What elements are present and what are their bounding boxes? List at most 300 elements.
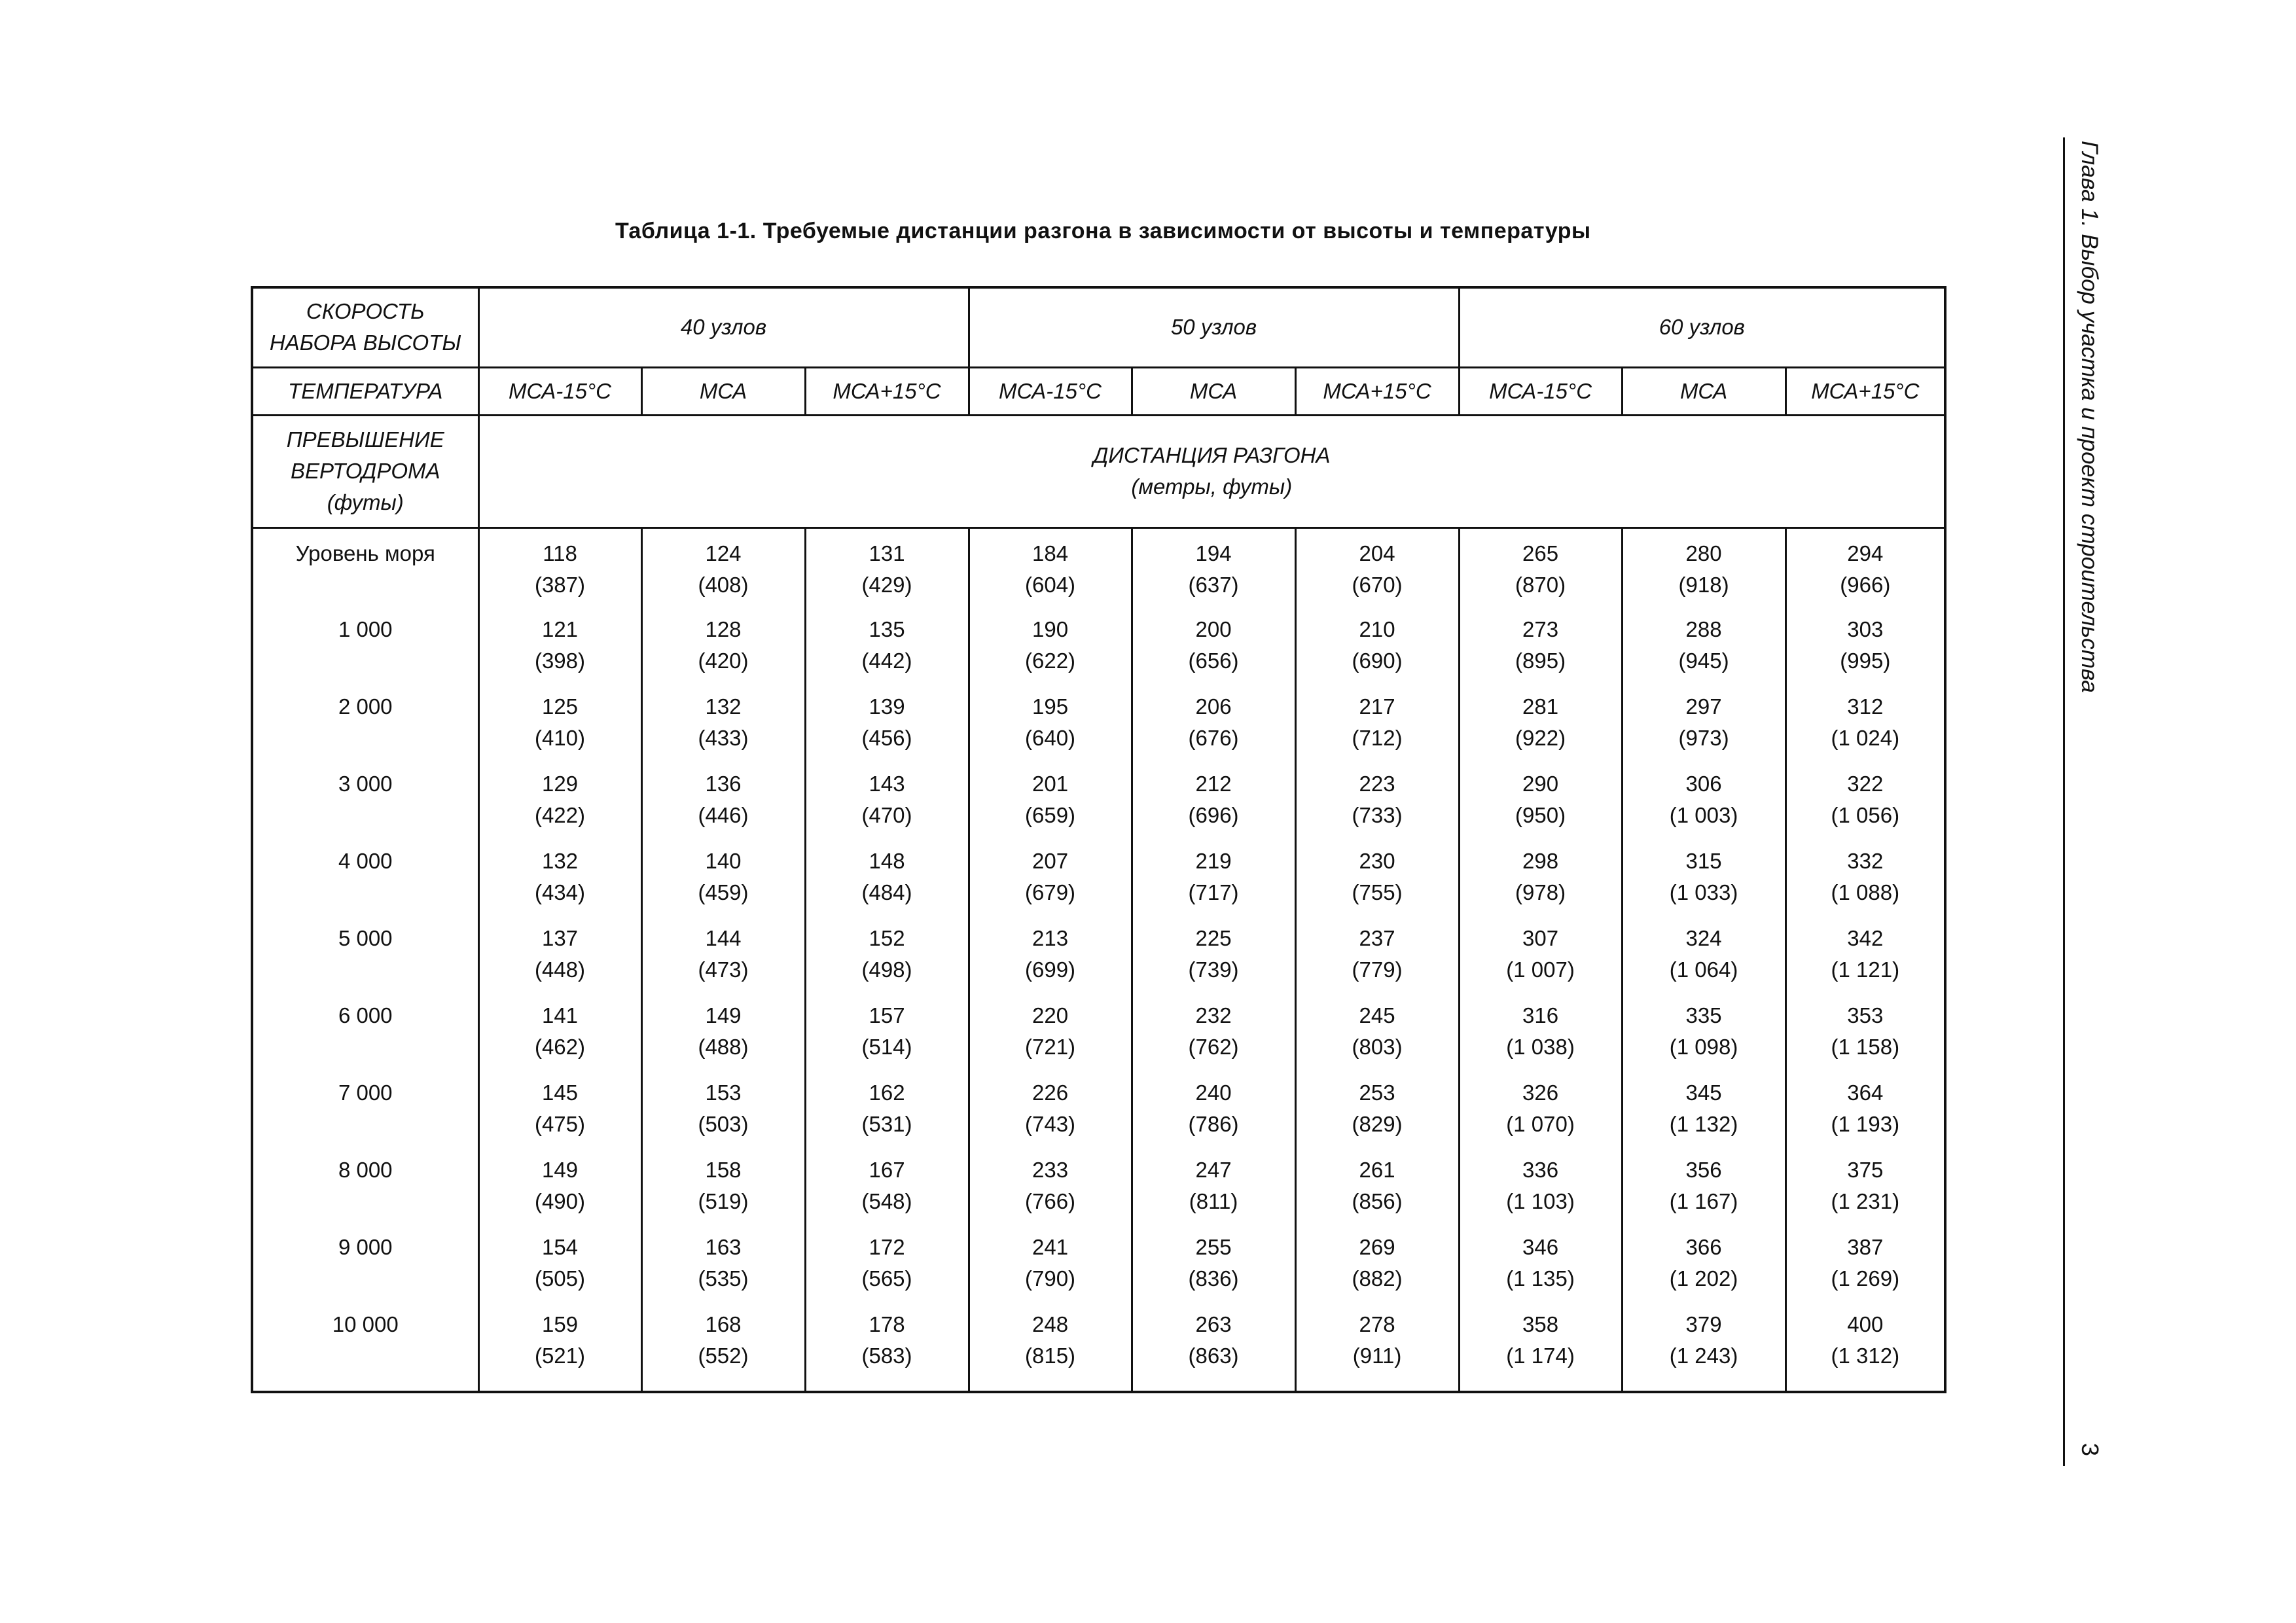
distance-feet: (656) (1188, 649, 1239, 673)
distance-cell (1132, 766, 1295, 843)
distance-feet: (786) (1188, 1112, 1239, 1136)
distance-feet: (1 038) (1506, 1035, 1575, 1059)
distance-feet: (420) (698, 649, 749, 673)
distance-meters: 240 (1195, 1080, 1232, 1105)
distance-meters: 131 (869, 541, 905, 565)
table-row (252, 1229, 1945, 1306)
distance-meters: 342 (1847, 926, 1884, 950)
distance-cell (641, 1152, 805, 1229)
distance-cell (478, 997, 641, 1075)
distance-meters: 128 (705, 617, 742, 641)
distance-feet: (966) (1840, 572, 1891, 597)
distance-meters: 326 (1522, 1080, 1559, 1105)
distance-feet: (531) (861, 1112, 912, 1136)
table-row (252, 997, 1945, 1075)
running-head-rule (2063, 137, 2065, 1466)
distance-meters: 400 (1847, 1312, 1884, 1336)
distance-meters: 207 (1032, 849, 1069, 873)
distance-cell (1132, 920, 1295, 997)
distance-meters: 241 (1032, 1235, 1069, 1259)
distance-feet: (1 007) (1506, 957, 1575, 982)
distance-meters: 139 (869, 694, 905, 719)
distance-meters: 265 (1522, 541, 1559, 565)
elevation-cell: 5 000 (252, 920, 478, 997)
distance-meters: 322 (1847, 772, 1884, 796)
distance-meters: 253 (1359, 1080, 1395, 1105)
distance-cell (969, 920, 1132, 997)
distance-meters: 129 (541, 772, 579, 796)
distance-feet: (548) (861, 1189, 912, 1213)
distance-cell (805, 843, 969, 920)
temperature-cell: МСА (641, 367, 805, 415)
distance-meters: 194 (1195, 541, 1232, 565)
distance-meters: 163 (705, 1235, 742, 1259)
distance-cell (641, 688, 805, 766)
distance-feet: (1 243) (1669, 1344, 1738, 1368)
distance-meters: 200 (1195, 617, 1232, 641)
distance-meters: 290 (1522, 772, 1559, 796)
distance-cell (641, 1229, 805, 1306)
table-row (252, 611, 1945, 688)
temperature-cell: МСА-15°С (1459, 367, 1622, 415)
distance-cell (969, 1306, 1132, 1392)
speed-group-header: 50 узлов (969, 287, 1459, 367)
distance-meters: 358 (1522, 1312, 1559, 1336)
distance-feet: (755) (1352, 880, 1403, 904)
distance-meters: 145 (541, 1080, 579, 1105)
distance-feet: (552) (698, 1344, 749, 1368)
distance-cell (641, 527, 805, 611)
distance-feet: (870) (1515, 572, 1566, 597)
distance-feet: (604) (1025, 572, 1076, 597)
distance-feet: (973) (1678, 726, 1729, 750)
temperature-cell: МСА (1622, 367, 1785, 415)
distance-meters: 332 (1847, 849, 1884, 873)
distance-meters: 281 (1522, 694, 1559, 719)
distance-feet: (829) (1352, 1112, 1403, 1136)
distance-feet: (762) (1188, 1035, 1239, 1059)
distance-meters: 149 (541, 1158, 579, 1182)
distance-cell (805, 1229, 969, 1306)
distance-cell (805, 688, 969, 766)
distance-cell (641, 1075, 805, 1152)
distance-feet: (475) (534, 1112, 586, 1136)
distance-meters: 132 (541, 849, 579, 873)
distance-meters: 167 (869, 1158, 905, 1182)
temperature-cell: МСА+15°С (805, 367, 969, 415)
distance-cell (969, 1075, 1132, 1152)
distance-meters: 387 (1847, 1235, 1884, 1259)
distance-meters: 345 (1685, 1080, 1722, 1105)
distance-cell (1295, 920, 1459, 997)
distance-cell (1622, 1152, 1785, 1229)
distance-cell (641, 997, 805, 1075)
distance-meters: 366 (1685, 1235, 1722, 1259)
distance-feet: (863) (1188, 1344, 1239, 1368)
distance-cell (1295, 843, 1459, 920)
distance-cell (1459, 1306, 1622, 1392)
distance-feet: (670) (1352, 572, 1403, 597)
distance-cell (1459, 1075, 1622, 1152)
distance-meters: 168 (705, 1312, 742, 1336)
table-row (252, 688, 1945, 766)
distance-cell (1132, 1229, 1295, 1306)
distance-feet: (442) (861, 649, 912, 673)
distance-feet: (717) (1188, 880, 1239, 904)
distance-cell (805, 1075, 969, 1152)
distance-feet: (978) (1515, 880, 1566, 904)
distance-cell (1295, 1229, 1459, 1306)
distance-feet: (690) (1352, 649, 1403, 673)
distance-meters: 210 (1359, 617, 1395, 641)
distance-feet: (1 098) (1669, 1035, 1738, 1059)
distance-feet: (743) (1025, 1112, 1076, 1136)
distance-feet: (446) (698, 803, 749, 827)
distance-feet: (434) (534, 880, 586, 904)
distance-cell (1622, 527, 1785, 611)
distance-meters: 195 (1032, 694, 1069, 719)
distance-feet: (1 132) (1669, 1112, 1738, 1136)
distance-meters: 178 (869, 1312, 905, 1336)
distance-meters: 230 (1359, 849, 1395, 873)
distance-feet: (1 135) (1506, 1266, 1575, 1291)
distance-feet: (498) (861, 957, 912, 982)
distance-feet: (676) (1188, 726, 1239, 750)
distance-cell (478, 920, 641, 997)
distance-meters: 298 (1522, 849, 1559, 873)
distance-feet: (459) (698, 880, 749, 904)
distance-cell (1459, 527, 1622, 611)
distance-feet: (1 024) (1831, 726, 1900, 750)
elevation-cell: 9 000 (252, 1229, 478, 1306)
elevation-cell: 2 000 (252, 688, 478, 766)
distance-feet: (1 167) (1669, 1189, 1738, 1213)
temperature-cell: МСА-15°С (969, 367, 1132, 415)
elevation-cell: 4 000 (252, 843, 478, 920)
distance-feet: (995) (1840, 649, 1891, 673)
distance-cell (641, 920, 805, 997)
distance-cell (641, 766, 805, 843)
distance-cell (805, 920, 969, 997)
distance-feet: (456) (861, 726, 912, 750)
acceleration-distance-table (251, 286, 1946, 1393)
distance-meters: 206 (1195, 694, 1232, 719)
distance-meters: 223 (1359, 772, 1395, 796)
distance-feet: (918) (1678, 572, 1729, 597)
distance-meters: 336 (1522, 1158, 1559, 1182)
distance-cell (1132, 688, 1295, 766)
distance-header (478, 415, 1945, 527)
distance-cell (1459, 688, 1622, 766)
distance-feet: (433) (698, 726, 749, 750)
table-row (252, 1152, 1945, 1229)
distance-cell (478, 688, 641, 766)
temperature-cell: МСА+15°С (1785, 367, 1945, 415)
distance-feet: (699) (1025, 957, 1076, 982)
distance-cell (478, 843, 641, 920)
table-row (252, 527, 1945, 611)
distance-meters: 135 (869, 617, 905, 641)
distance-cell (805, 1306, 969, 1392)
distance-meters: 149 (705, 1003, 742, 1027)
distance-feet: (950) (1515, 803, 1566, 827)
distance-cell (969, 843, 1132, 920)
table-row (252, 1075, 1945, 1152)
distance-cell (1132, 997, 1295, 1075)
distance-feet: (1 312) (1831, 1344, 1900, 1368)
distance-meters: 148 (869, 849, 905, 873)
elevation-cell: 3 000 (252, 766, 478, 843)
elevation-cell: 1 000 (252, 611, 478, 688)
distance-feet: (815) (1025, 1344, 1076, 1368)
distance-cell (1459, 843, 1622, 920)
distance-cell (641, 1306, 805, 1392)
distance-cell (1622, 997, 1785, 1075)
distance-meters: 237 (1359, 926, 1395, 950)
distance-cell (1622, 843, 1785, 920)
distance-cell (1622, 611, 1785, 688)
distance-cell (969, 611, 1132, 688)
distance-cell (969, 527, 1132, 611)
distance-feet: (836) (1188, 1266, 1239, 1291)
distance-meters: 261 (1359, 1158, 1395, 1182)
distance-cell (641, 611, 805, 688)
distance-meters: 201 (1032, 772, 1069, 796)
distance-cell (805, 997, 969, 1075)
distance-cell (1459, 997, 1622, 1075)
distance-meters: 204 (1359, 541, 1395, 565)
distance-cell (969, 1229, 1132, 1306)
distance-cell (1785, 920, 1945, 997)
distance-feet: (583) (861, 1344, 912, 1368)
distance-meters: 307 (1522, 926, 1559, 950)
distance-meters: 364 (1847, 1080, 1884, 1105)
distance-cell (478, 766, 641, 843)
distance-meters: 353 (1847, 1003, 1884, 1027)
distance-units: (метры, футы) (1131, 474, 1293, 499)
distance-feet: (640) (1025, 726, 1076, 750)
distance-cell (1622, 688, 1785, 766)
distance-meters: 118 (543, 541, 577, 565)
temperature-header: ТЕМПЕРАТУРА (252, 367, 478, 415)
distance-feet: (1 193) (1831, 1112, 1900, 1136)
distance-feet: (1 088) (1831, 880, 1900, 904)
distance-feet: (429) (861, 572, 912, 597)
distance-cell (1785, 1152, 1945, 1229)
distance-cell (1622, 920, 1785, 997)
distance-feet: (856) (1352, 1189, 1403, 1213)
distance-feet: (535) (698, 1266, 749, 1291)
distance-cell (1295, 766, 1459, 843)
distance-feet: (490) (534, 1189, 586, 1213)
distance-cell (1132, 527, 1295, 611)
distance-meters: 132 (705, 694, 742, 719)
distance-meters: 143 (869, 772, 905, 796)
distance-cell (969, 997, 1132, 1075)
distance-feet: (790) (1025, 1266, 1076, 1291)
table-row (252, 843, 1945, 920)
distance-meters: 172 (869, 1235, 905, 1259)
distance-cell (1622, 766, 1785, 843)
distance-cell (478, 1152, 641, 1229)
elevation-cell: Уровень моря (252, 527, 478, 611)
distance-cell (805, 766, 969, 843)
distance-meters: 162 (869, 1080, 905, 1105)
climb-rate-header: СКОРОСТЬ НАБОРА ВЫСОТЫ (252, 287, 478, 367)
distance-feet: (422) (534, 803, 586, 827)
distance-cell (1622, 1229, 1785, 1306)
distance-cell (1785, 1075, 1945, 1152)
distance-meters: 297 (1685, 694, 1722, 719)
distance-feet: (945) (1678, 649, 1729, 673)
distance-cell (1132, 1306, 1295, 1392)
distance-meters: 233 (1032, 1158, 1069, 1182)
distance-meters: 316 (1522, 1003, 1559, 1027)
speed-group-header: 60 узлов (1459, 287, 1945, 367)
distance-feet: (1 064) (1669, 957, 1738, 982)
distance-meters: 312 (1847, 694, 1884, 719)
distance-meters: 157 (869, 1003, 905, 1027)
page-number: 3 (2077, 1443, 2104, 1457)
distance-meters: 324 (1685, 926, 1722, 950)
distance-feet: (470) (861, 803, 912, 827)
distance-feet: (696) (1188, 803, 1239, 827)
distance-feet: (1 231) (1831, 1189, 1900, 1213)
distance-feet: (565) (861, 1266, 912, 1291)
distance-meters: 141 (541, 1003, 579, 1027)
distance-feet: (1 269) (1831, 1266, 1900, 1291)
distance-cell (1295, 1306, 1459, 1392)
distance-meters: 248 (1032, 1312, 1069, 1336)
elevation-cell: 8 000 (252, 1152, 478, 1229)
distance-meters: 335 (1685, 1003, 1722, 1027)
distance-meters: 121 (541, 617, 579, 641)
distance-feet: (484) (861, 880, 912, 904)
distance-cell (805, 1152, 969, 1229)
distance-meters: 219 (1195, 849, 1232, 873)
distance-cell (1295, 1152, 1459, 1229)
table-row (252, 766, 1945, 843)
distance-feet: (1 033) (1669, 880, 1738, 904)
distance-feet: (712) (1352, 726, 1403, 750)
distance-feet: (448) (534, 957, 586, 982)
distance-feet: (911) (1352, 1344, 1402, 1368)
distance-meters: 190 (1032, 617, 1069, 641)
distance-feet: (473) (698, 957, 749, 982)
distance-cell (1459, 611, 1622, 688)
distance-feet: (733) (1352, 803, 1403, 827)
temperature-cell: МСА (1132, 367, 1295, 415)
distance-meters: 269 (1359, 1235, 1395, 1259)
distance-meters: 124 (705, 541, 742, 565)
distance-cell (1295, 527, 1459, 611)
distance-feet: (387) (534, 572, 586, 597)
distance-meters: 263 (1195, 1312, 1232, 1336)
distance-feet: (503) (698, 1112, 749, 1136)
distance-meters: 212 (1195, 772, 1232, 796)
distance-cell (1459, 766, 1622, 843)
distance-feet: (505) (534, 1266, 586, 1291)
distance-meters: 217 (1359, 694, 1395, 719)
distance-cell (1132, 611, 1295, 688)
distance-cell (1132, 843, 1295, 920)
distance-cell (1622, 1306, 1785, 1392)
table-caption: Таблица 1-1. Требуемые дистанции разгона в зависимости от высоты и температуры (615, 219, 1591, 243)
distance-meters: 294 (1847, 541, 1884, 565)
distance-cell (1785, 843, 1945, 920)
distance-meters: 184 (1032, 541, 1069, 565)
distance-feet: (659) (1025, 803, 1076, 827)
distance-feet: (1 121) (1831, 957, 1900, 982)
distance-cell (1785, 1306, 1945, 1392)
distance-meters: 245 (1359, 1003, 1395, 1027)
distance-meters: 303 (1847, 617, 1884, 641)
distance-meters: 346 (1522, 1235, 1559, 1259)
distance-meters: 140 (705, 849, 742, 873)
distance-meters: 152 (869, 926, 905, 950)
distance-cell (478, 611, 641, 688)
distance-feet: (462) (534, 1035, 586, 1059)
distance-cell (1785, 527, 1945, 611)
distance-feet: (519) (698, 1189, 749, 1213)
distance-meters: 144 (705, 926, 742, 950)
distance-feet: (1 003) (1669, 803, 1738, 827)
distance-cell (1622, 1075, 1785, 1152)
distance-feet: (1 070) (1506, 1112, 1575, 1136)
distance-cell (1295, 688, 1459, 766)
distance-feet: (739) (1188, 957, 1239, 982)
distance-meters: 226 (1032, 1080, 1069, 1105)
distance-feet: (1 158) (1831, 1035, 1900, 1059)
table-row (252, 920, 1945, 997)
distance-feet: (811) (1189, 1189, 1238, 1213)
distance-cell (478, 1306, 641, 1392)
distance-meters: 220 (1032, 1003, 1069, 1027)
distance-cell (1459, 1152, 1622, 1229)
distance-meters: 356 (1685, 1158, 1722, 1182)
distance-feet: (766) (1025, 1189, 1076, 1213)
distance-cell (478, 1229, 641, 1306)
distance-feet: (521) (534, 1344, 586, 1368)
distance-cell (1785, 1229, 1945, 1306)
distance-meters: 379 (1685, 1312, 1722, 1336)
distance-meters: 137 (541, 926, 579, 950)
distance-label: ДИСТАНЦИЯ РАЗГОНА (1093, 443, 1331, 467)
distance-meters: 273 (1522, 617, 1559, 641)
distance-meters: 280 (1685, 541, 1722, 565)
distance-meters: 315 (1685, 849, 1722, 873)
distance-meters: 125 (541, 694, 579, 719)
distance-cell (1459, 1229, 1622, 1306)
distance-meters: 278 (1359, 1312, 1395, 1336)
distance-feet: (408) (698, 572, 749, 597)
distance-cell (478, 1075, 641, 1152)
distance-feet: (1 202) (1669, 1266, 1738, 1291)
distance-feet: (721) (1025, 1035, 1076, 1059)
temperature-cell: МСА-15°С (478, 367, 641, 415)
distance-feet: (1 103) (1506, 1189, 1575, 1213)
distance-feet: (803) (1352, 1035, 1403, 1059)
distance-cell (1295, 997, 1459, 1075)
distance-cell (1132, 1152, 1295, 1229)
distance-feet: (622) (1025, 649, 1076, 673)
distance-meters: 154 (541, 1235, 579, 1259)
speed-group-header: 40 узлов (478, 287, 969, 367)
elevation-header: ПРЕВЫШЕНИЕ ВЕРТОДРОМА (футы) (252, 415, 478, 527)
distance-cell (1295, 1075, 1459, 1152)
distance-feet: (410) (534, 726, 586, 750)
distance-meters: 232 (1195, 1003, 1232, 1027)
